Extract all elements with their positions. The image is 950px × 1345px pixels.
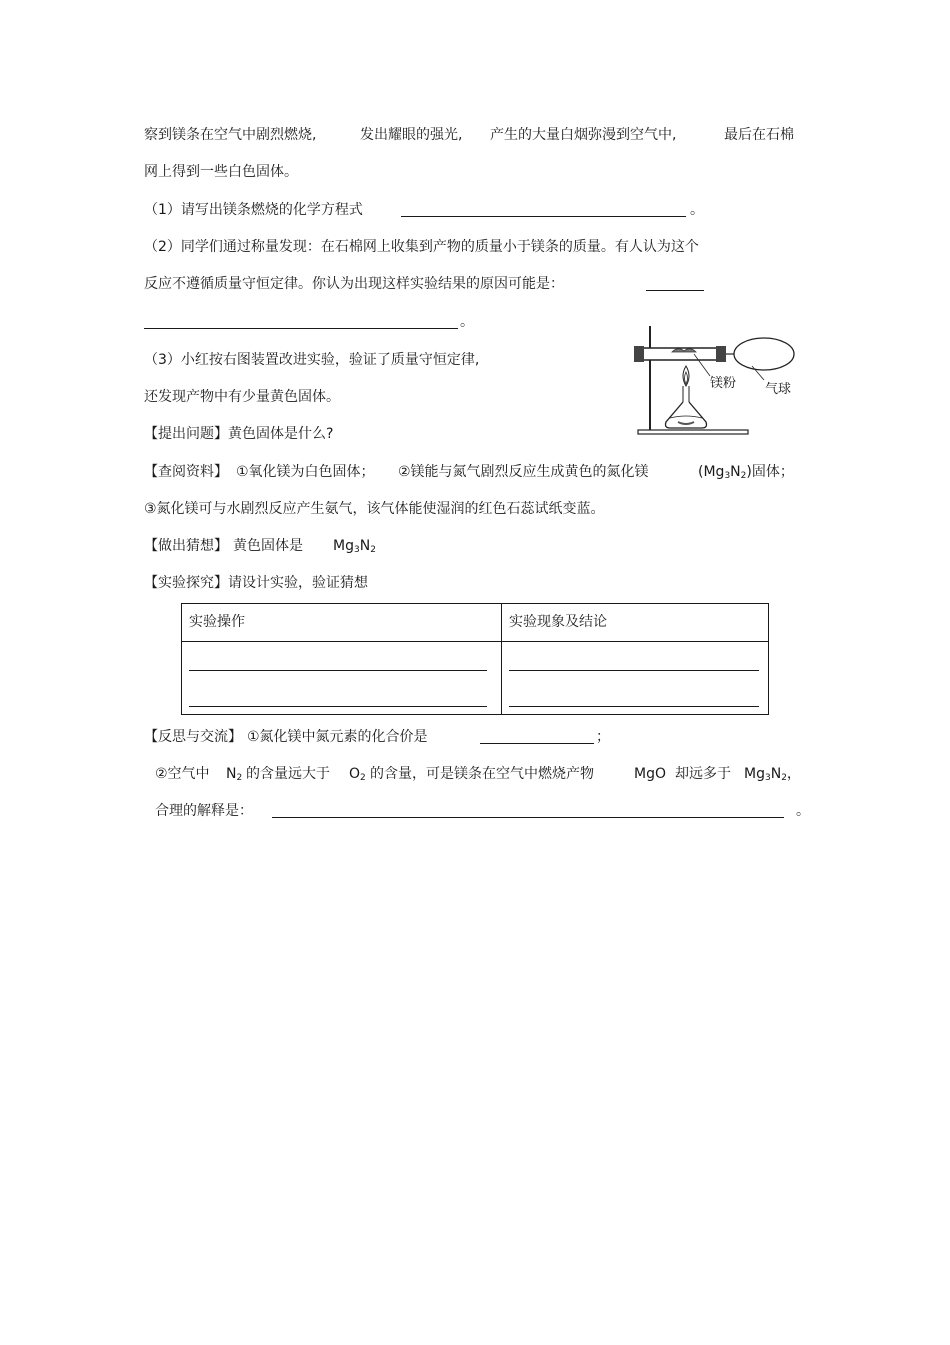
table-header-result: 实验现象及结论 <box>509 614 607 630</box>
q3-line2: 还发现产物中有少量黄色固体。 <box>144 389 340 405</box>
paragraph1-seg4: 最后在石棉 <box>724 127 794 143</box>
reflection-valence-blank[interactable] <box>480 729 594 744</box>
hypothesis-n: N <box>359 538 371 554</box>
reference-formula-sub3: 3 <box>724 471 731 481</box>
reference-item1: ①氧化镁为白色固体； <box>236 464 375 480</box>
hypothesis-sub3: 3 <box>353 545 360 555</box>
reference-formula-sub2: 2 <box>740 471 747 481</box>
reference-formula-open: (Mg <box>698 464 725 480</box>
inquiry-head: 【实验探究】 <box>144 575 228 591</box>
reflection-mg-sub: 3 <box>764 773 771 783</box>
paragraph1-seg3: 产生的大量白烟弥漫到空气中, <box>490 127 677 143</box>
table-operation-blank-2[interactable] <box>189 706 487 707</box>
reflection-mg: Mg <box>744 766 765 782</box>
reflection-mg3n2 <box>744 764 801 788</box>
hypothesis-head: 【做出猜想】 <box>144 538 228 554</box>
table-header-operation: 实验操作 <box>189 614 245 630</box>
q1-answer-blank[interactable] <box>401 202 686 217</box>
reflection-explanation-blank[interactable] <box>272 803 784 818</box>
paragraph1-line2: 网上得到一些白色固体。 <box>144 164 298 180</box>
question-line <box>144 424 333 444</box>
table-result-blank-1[interactable] <box>509 670 759 671</box>
reflection-o2-symbol: O <box>349 766 361 782</box>
hypothesis-text: 黄色固体是 <box>233 538 303 554</box>
reflection-text1: ①氮化镁中氮元素的化合价是 <box>247 729 428 745</box>
q2-line1: （2）同学们通过称量发现：在石棉网上收集到产物的质量小于镁条的质量。有人认为这个 <box>144 239 699 255</box>
reflection-mgo: MgO <box>634 766 666 782</box>
reference-formula-close: )固体； <box>746 464 794 480</box>
reference-head: 【查阅资料】 <box>144 464 228 480</box>
q2-end: 。 <box>460 314 474 330</box>
reflection-mg-nsub: 2 <box>781 773 787 783</box>
q3-line1: （3）小红按右图装置改进实验，验证了质量守恒定律, <box>144 352 480 368</box>
hypothesis-formula <box>333 536 376 560</box>
experiment-table <box>181 603 769 715</box>
hypothesis-sub2: 2 <box>370 545 376 555</box>
reference-formula <box>698 462 794 486</box>
inquiry-text: 请设计实验，验证猜想 <box>228 575 368 591</box>
paragraph1-seg1: 察到镁条在空气中剧烈燃烧, <box>144 127 317 143</box>
figure-label-powder: 镁粉 <box>710 376 737 391</box>
hypothesis-mg: Mg <box>333 538 354 554</box>
q2-answer-blank-2[interactable] <box>144 314 458 329</box>
question-text: 黄色固体是什么? <box>228 426 334 442</box>
reflection-l3: 合理的解释是： <box>155 803 253 819</box>
table-operation-blank-1[interactable] <box>189 670 487 671</box>
reference-item2: ②镁能与氮气剧烈反应生成黄色的氮化镁 <box>398 464 649 480</box>
question-head: 【提出问题】 <box>144 426 228 442</box>
table-divider-horizontal <box>182 641 768 642</box>
reference-item3: ③氮化镁可与水剧烈反应产生氨气，该气体能使湿润的红色石蕊试纸变蓝。 <box>144 501 605 517</box>
reflection-n2 <box>226 764 242 788</box>
reflection-end: 。 <box>796 803 810 819</box>
q1-end: 。 <box>690 202 704 218</box>
reflection-n2-sub: 2 <box>236 773 243 783</box>
reflection-l2-c: 的含量，可是镁条在空气中燃烧产物 <box>370 766 594 782</box>
reflection-mg-n: N <box>770 766 782 782</box>
q2-line2: 反应不遵循质量守恒定律。你认为出现这样实验结果的原因可能是： <box>144 276 564 292</box>
reflection-l2-b: 的含量远大于 <box>246 766 330 782</box>
paragraph1-seg2: 发出耀眼的强光, <box>360 127 463 143</box>
table-divider-vertical <box>501 604 502 714</box>
reference-formula-n: N <box>730 464 741 480</box>
reflection-head: 【反思与交流】 <box>144 729 242 745</box>
reflection-l2-a: ②空气中 <box>155 766 210 782</box>
reflection-l2-d: 却远多于 <box>675 766 731 782</box>
figure-label-balloon: 气球 <box>765 382 792 397</box>
reflection-comma: ， <box>786 766 801 782</box>
reflection-o2-sub: 2 <box>360 773 366 783</box>
reflection-o2 <box>349 764 366 788</box>
reflection-semi: ； <box>596 729 610 745</box>
q2-answer-blank-1[interactable] <box>646 276 704 291</box>
table-result-blank-2[interactable] <box>509 706 759 707</box>
reflection-n2-symbol: N <box>226 766 237 782</box>
inquiry-line <box>144 573 368 593</box>
q1-text: （1）请写出镁条燃烧的化学方程式 <box>144 202 363 218</box>
